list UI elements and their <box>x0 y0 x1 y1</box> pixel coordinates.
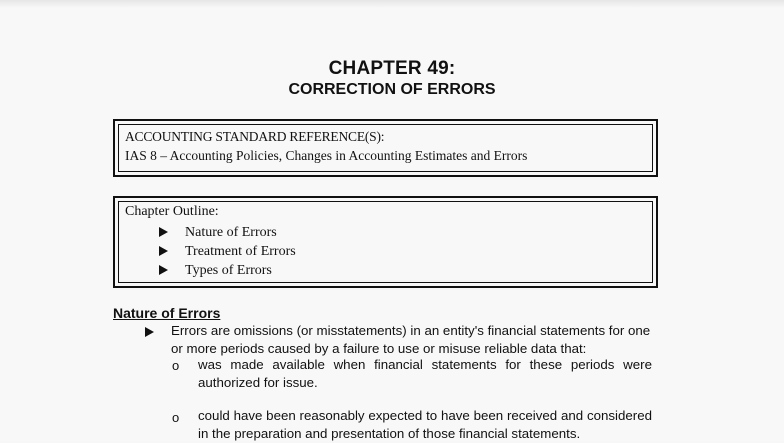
triangle-bullet-icon <box>159 246 168 256</box>
sub-bullet-text: was made available when financial statements for these periods were authorized for issue. <box>198 357 652 390</box>
sub-bullet-text: could have been reasonably expected to have been received and considered in the preparation and presentation of those financial statements. <box>198 408 652 441</box>
chapter-number-title: CHAPTER 49: <box>328 58 456 79</box>
triangle-bullet-icon <box>159 265 168 275</box>
chapter-subtitle: CORRECTION OF ERRORS <box>288 81 496 98</box>
sub-bullet-marker: o <box>172 410 180 425</box>
reference-text: IAS 8 – Accounting Policies, Changes in Accounting Estimates and Errors <box>125 148 528 163</box>
outline-item <box>159 223 296 242</box>
triangle-bullet-icon <box>145 327 154 337</box>
outline-item-label: Nature of Errors <box>185 225 277 240</box>
outline-list <box>159 223 296 280</box>
outline-heading: Chapter Outline: <box>125 204 219 219</box>
section-heading: Nature of Errors <box>113 305 221 321</box>
outline-item <box>159 242 296 261</box>
outline-item-label: Treatment of Errors <box>185 244 296 259</box>
scan-edge-shadow <box>0 0 784 8</box>
outline-item-label: Types of Errors <box>185 263 272 278</box>
outline-item <box>159 261 296 280</box>
definition-paragraph: Errors are omissions (or misstatements) in an entity's financial statements for one or more periods caused by a failure to use or misuse reliable data that: <box>171 323 651 356</box>
sub-bullet-marker: o <box>172 358 180 373</box>
triangle-bullet-icon <box>159 227 168 237</box>
reference-heading: ACCOUNTING STANDARD REFERENCE(S): <box>125 129 385 144</box>
reference-box <box>113 119 658 177</box>
chapter-outline-box <box>113 196 658 288</box>
